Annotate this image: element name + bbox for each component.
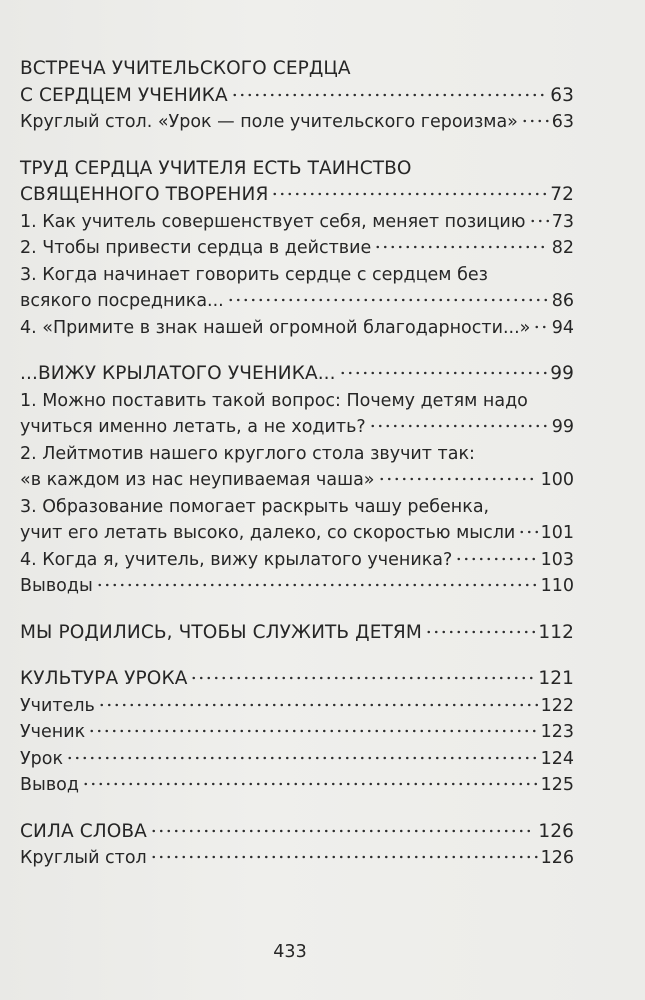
dot-leader [369, 424, 549, 428]
toc-entry-line [20, 520, 574, 547]
section-heading-text: КУЛЬТУРА УРОКА [20, 668, 188, 689]
dot-leader [455, 557, 537, 561]
entry-page-number: 63 [551, 112, 574, 132]
toc-section [20, 620, 574, 647]
dot-leader [533, 325, 548, 329]
entry-page-number: 101 [540, 523, 574, 543]
toc-entry-line [20, 845, 574, 872]
dot-leader [425, 630, 535, 634]
dot-leader [231, 93, 547, 97]
entry-page-number: 86 [551, 291, 574, 311]
entry-page-number: 103 [540, 549, 574, 570]
section-heading-text: СВЯЩЕННОГО ТВОРЕНИЯ [20, 184, 269, 205]
dot-leader [374, 245, 548, 249]
toc-entry-line [20, 441, 574, 468]
toc-entry-line [20, 719, 574, 746]
entry-text: Вывод [20, 775, 79, 795]
dot-leader [88, 729, 537, 733]
toc-entry-line [20, 209, 574, 236]
toc-entry-line [20, 315, 574, 342]
toc-entry-line [20, 693, 574, 720]
entry-page-number: 73 [551, 211, 574, 232]
toc-entry-line [20, 467, 574, 494]
dot-leader [378, 477, 538, 481]
dot-leader [190, 676, 535, 680]
section-heading-line [20, 819, 574, 846]
dot-leader [521, 119, 549, 123]
entry-page-number: 122 [540, 695, 574, 716]
table-of-contents [20, 56, 574, 892]
entry-text: 2. Чтобы привести сердца в действие [20, 238, 372, 258]
dot-leader [227, 298, 549, 302]
section-heading-line [20, 361, 574, 388]
dot-leader [150, 855, 538, 859]
toc-section [20, 56, 574, 136]
section-heading-text: ВСТРЕЧА УЧИТЕЛЬСКОГО СЕРДЦА [20, 58, 351, 79]
entry-page-number: 112 [538, 621, 574, 643]
toc-entry-line [20, 262, 574, 289]
dot-leader [339, 371, 548, 375]
entry-page-number: 125 [540, 775, 574, 795]
toc-section [20, 666, 574, 799]
toc-section [20, 361, 574, 600]
section-heading-text: СИЛА СЛОВА [20, 820, 147, 842]
section-heading-line [20, 666, 574, 693]
entry-text: 1. Как учитель совершенствует себя, меняет позицию [20, 211, 526, 232]
entry-text: учиться именно летать, а не ходить? [20, 417, 366, 437]
entry-text: Ученик [20, 722, 86, 742]
entry-page-number: 124 [540, 748, 574, 769]
toc-entry-line [20, 573, 574, 600]
section-heading-text: МЫ РОДИЛИСЬ, ЧТОБЫ СЛУЖИТЬ ДЕТЯМ [20, 621, 422, 643]
entry-page-number: 82 [551, 238, 574, 258]
toc-entry-line [20, 547, 574, 574]
entry-page-number: 121 [538, 668, 574, 689]
toc-entry-line [20, 414, 574, 441]
entry-page-number: 99 [551, 417, 574, 437]
section-heading-line [20, 156, 574, 183]
toc-section [20, 156, 574, 342]
toc-entry-line [20, 235, 574, 262]
dot-leader [518, 530, 537, 534]
page-number: 433 [273, 942, 307, 962]
toc-entry-line [20, 288, 574, 315]
dot-leader [150, 829, 535, 833]
entry-page-number: 126 [538, 820, 574, 842]
entry-page-number: 72 [550, 184, 574, 205]
entry-page-number: 63 [550, 84, 574, 106]
section-heading-line [20, 182, 574, 209]
entry-page-number: 126 [540, 848, 574, 868]
dot-leader [82, 782, 538, 786]
toc-entry-line [20, 388, 574, 415]
toc-entry-line [20, 772, 574, 799]
section-heading-line [20, 620, 574, 647]
section-heading-text: ...ВИЖУ КРЫЛАТОГО УЧЕНИКА... [20, 363, 336, 384]
entry-text: 1. Можно поставить такой вопрос: Почему детям надо [20, 390, 528, 411]
toc-entry-line [20, 746, 574, 773]
entry-page-number: 123 [540, 722, 574, 742]
entry-page-number: 94 [551, 317, 574, 338]
entry-page-number: 99 [550, 363, 574, 384]
entry-text: Учитель [20, 695, 95, 716]
entry-text: 4. «Примите в знак нашей огромной благодарности...» [20, 317, 531, 338]
entry-text: Круглый стол [20, 848, 147, 868]
entry-text: 3. Образование помогает раскрыть чашу ребенка, [20, 496, 490, 517]
entry-text: Выводы [20, 576, 93, 596]
entry-text: «в каждом из нас неупиваемая чаша» [20, 470, 375, 490]
dot-leader [98, 703, 538, 707]
entry-text: всякого посредника... [20, 291, 224, 311]
section-heading-line [20, 83, 574, 110]
toc-entry-line [20, 109, 574, 136]
entry-text: 4. Когда я, учитель, вижу крылатого ученика? [20, 549, 453, 570]
toc-section [20, 819, 574, 872]
dot-leader [66, 756, 538, 760]
section-heading-text: С СЕРДЦЕМ УЧЕНИКА [20, 84, 228, 106]
entry-text: 3. Когда начинает говорить сердце с сердцем без [20, 264, 488, 285]
section-heading-line [20, 56, 574, 83]
entry-page-number: 110 [540, 576, 574, 596]
entry-page-number: 100 [540, 470, 574, 490]
entry-text: Урок [20, 748, 64, 769]
dot-leader [529, 219, 549, 223]
dot-leader [271, 192, 547, 196]
dot-leader [96, 583, 538, 587]
toc-entry-line [20, 494, 574, 521]
entry-text: Круглый стол. «Урок — поле учительского героизма» [20, 112, 518, 132]
entry-text: учит его летать высоко, далеко, со скоростью мысли [20, 523, 516, 543]
entry-text: 2. Лейтмотив нашего круглого стола звучит так: [20, 443, 475, 464]
section-heading-text: ТРУД СЕРДЦА УЧИТЕЛЯ ЕСТЬ ТАИНСТВО [20, 157, 412, 179]
